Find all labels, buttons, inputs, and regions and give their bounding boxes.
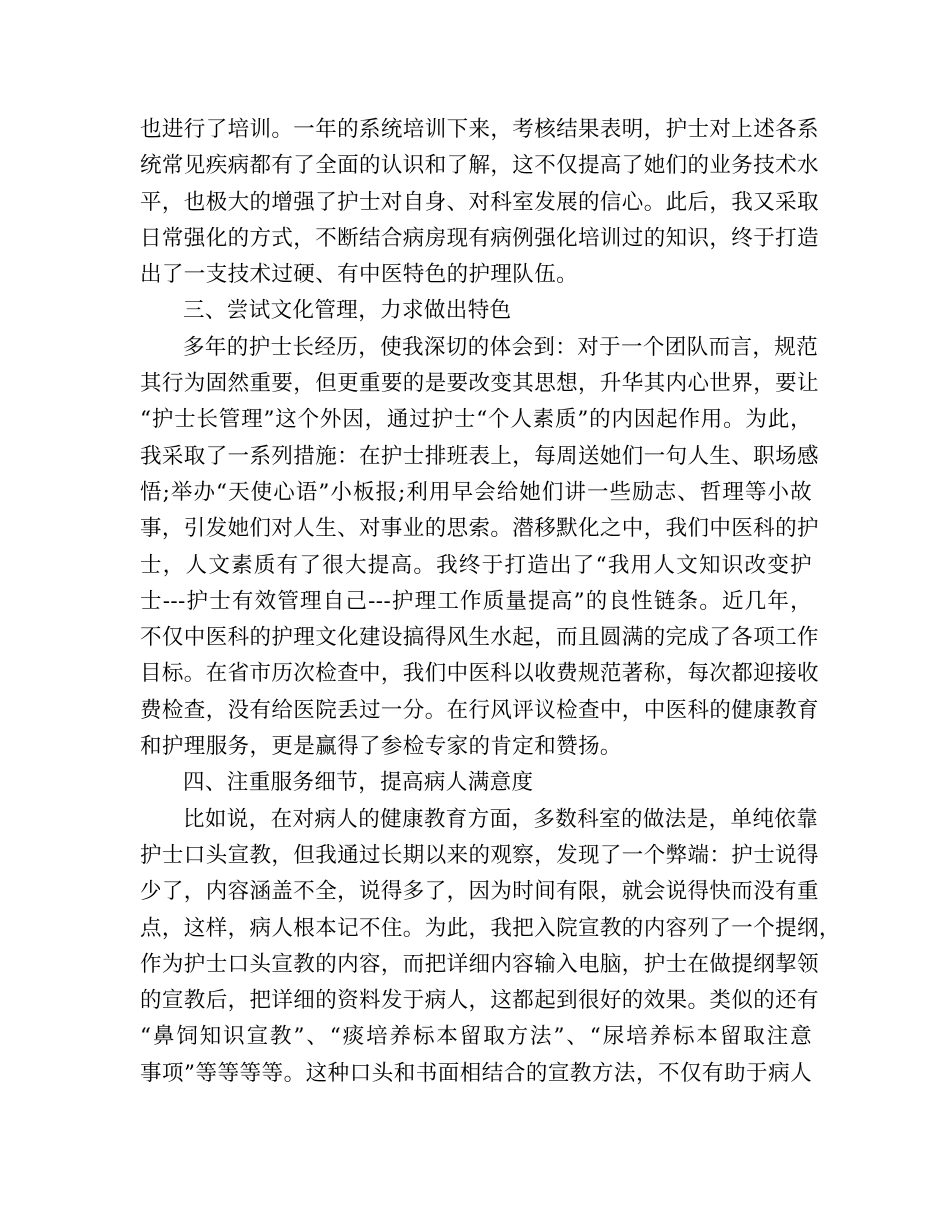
text-line: 点，这样，病人根本记不住。为此，我把入院宣教的内容列了一个提纲，: [140, 915, 841, 941]
text-line: 事，引发她们对人生、对事业的思索。潜移默化之中，我们中医科的护: [140, 516, 819, 542]
text-line: 不仅中医科的护理文化建设搞得风生水起，而且圆满的完成了各项工作: [140, 625, 819, 651]
text-line: 我采取了一系列措施：在护士排班表上，每周送她们一句人生、职场感: [140, 443, 819, 469]
text-line: “鼻饲知识宣教”、“痰培养标本留取方法”、“尿培养标本留取注意: [140, 1024, 812, 1050]
text-line: 平，也极大的增强了护士对自身、对科室发展的信心。此后，我又采取: [140, 189, 819, 215]
text-line: 也进行了培训。一年的系统培训下来，考核结果表明，护士对上述各系: [140, 117, 819, 142]
text-line: 的宣教后，把详细的资料发于病人，这都起到很好的效果。类似的还有: [140, 988, 819, 1014]
text-line: 多年的护士长经历，使我深切的体会到：对于一个团队而言，规范: [183, 334, 819, 360]
text-line: 悟;举办“天使心语”小板报;利用早会给她们讲一些励志、哲理等小故: [140, 479, 812, 505]
text-line: 护士口头宣教，但我通过长期以来的观察，发现了一个弊端：护士说得: [140, 842, 819, 868]
text-line: 日常强化的方式，不断结合病房现有病例强化培训过的知识，终于打造: [140, 225, 819, 251]
text-line: 出了一支技术过硬、有中医特色的护理队伍。: [140, 262, 579, 288]
text-line: 士，人文素质有了很大提高。我终于打造出了“我用人文知识改变护: [140, 552, 812, 578]
text-line: 士---护士有效管理自己---护理工作质量提高”的良性链条。近几年，: [140, 588, 812, 614]
text-line: 目标。在省市历次检查中，我们中医科以收费规范著称，每次都迎接收: [140, 661, 819, 687]
text-line: 比如说，在对病人的健康教育方面，多数科室的做法是，单纯依靠: [183, 806, 819, 832]
text-line: “护士长管理”这个外因，通过护士“个人素质”的内因起作用。为此，: [140, 407, 812, 433]
text-line: 费检查，没有给医院丢过一分。在行风评议检查中，中医科的健康教育: [140, 697, 819, 723]
text-line: 少了，内容涵盖不全，说得多了，因为时间有限，就会说得快而没有重: [140, 879, 819, 905]
section-heading: 三、尝试文化管理，力求做出特色: [183, 298, 512, 324]
text-line: 统常见疾病都有了全面的认识和了解，这不仅提高了她们的业务技术水: [140, 153, 819, 179]
text-line: 作为护士口头宣教的内容，而把详细内容输入电脑，护士在做提纲挈领: [140, 951, 819, 977]
document-body: [140, 112, 841, 1092]
text-line: 其行为固然重要，但更重要的是要改变其思想，升华其内心世界，要让: [140, 371, 819, 397]
section-heading: 四、注重服务细节，提高病人满意度: [183, 770, 534, 796]
text-line: 和护理服务，更是赢得了参检专家的肯定和赞扬。: [140, 734, 622, 760]
text-line: 事项”等等等等。这种口头和书面相结合的宣教方法，不仅有助于病人: [140, 1060, 812, 1086]
